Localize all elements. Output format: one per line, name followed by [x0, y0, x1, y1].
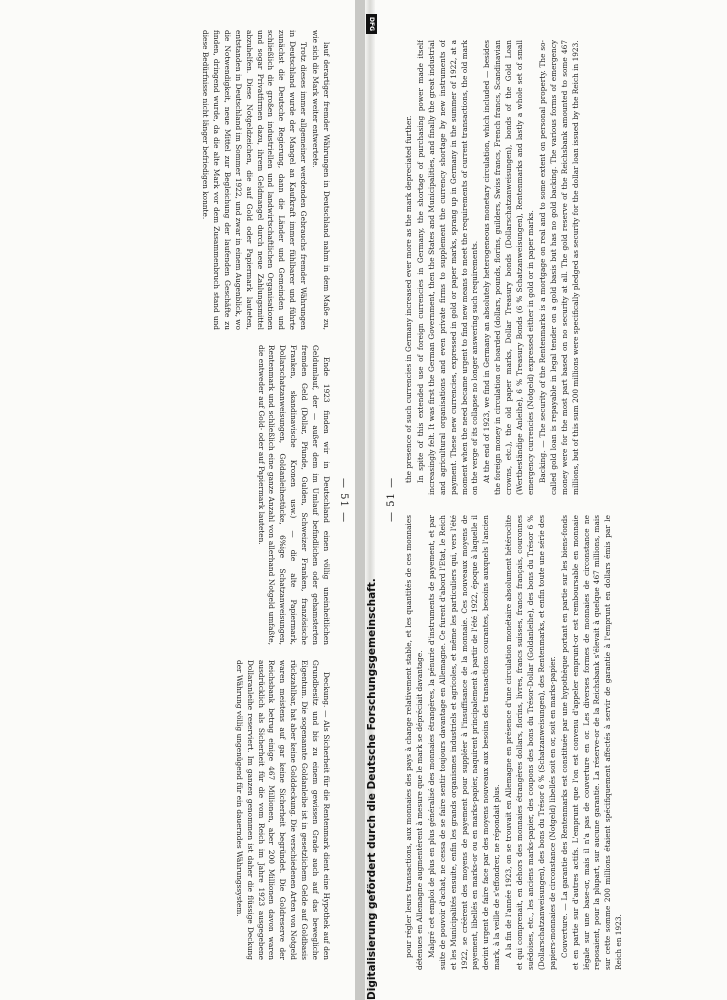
paragraph: At the end of 1923, we find in Germany an absolutely heterogeneous monetary circulation, which included — besides the foreign money in circulation or hoarded (dollars, pounds, florins, guilders, Swiss francs, French francs, Scandinavian crowns, etc.), the old paper marks, Dollar Treasury bonds (Dollarschatzanweisungen), bonds of the Gold Loan (Wertbeständige Anleihe), 6 % Treasury Bonds (6 % Schatzanweisungen), Rentenmarks and lastly a whole set of small emergency currencies (Notgeld) expressed either in gold or in paper marks.: [482, 40, 535, 495]
paragraph: Deckung. — Als Sicherheit für die Rentenmark dient eine Hypothek auf den Grundbesitz und bis zu einem gewissen Grade auch auf das bewegliche Eigentum. Die sogenannte Goldanleihe ist in gesetzlichem Gelde auf Goldbasis rückzahlbar, hat aber keine Golddeckung. Die verschiedenen Arten von Notgeld waren meistens auf gar keine Sicherheit begründet. Die Goldreserve der Reichsbank betrug einige 467 Millionen, aber 200 Millionen davon waren ausdrücklich als Sicherheit für die vom Reich im Jahre 1923 ausgegebene Dollaranleihe reserviert. Im ganzen genommen ist daher die flüssige Deckung der Währung völlig ungenügend für ein dauerndes Währungssystem.: [234, 660, 331, 960]
paragraph: Ende 1923 finden wir in Deutschland einen völlig uneinheitlichen Geldumlauf, der — außer dem im Umlauf befindlichen oder gehamsterten fremden Geld (Dollar, Pfunde, Gulden, Schweizer Franken, französische Franken, skandinavische Kronen usw.) — die alte Papiermark, Dollarschatzanweisungen, Goldanleihestücke, 6%ige Schatzanweisungen, Rentenmark und schließlich eine ganze Anzahl von allerhand Notgeld umfaßte, die entweder auf Gold- oder auf Papiermark lauteten.: [256, 345, 331, 645]
dfg-logo: DFG: [366, 14, 377, 34]
page-divider: [365, 0, 375, 1000]
paragraph: In spite of this extended use of foreign currencies in Germany, the shortage of purchasing power made itself increasingly felt. It was first the German Government, then the States and Municipalities, and finally the great industrial and agricultural organisations and even private firms to supplement the currency shortage by new instruments of payment. These new currencies, expressed in gold or paper marks, sprang up in Germany in the summer of 1922, at a moment when the need became urgent to find new means to meet the requirements of current transactions, the old mark on the verge of its collapse no longer answering such requirements.: [415, 40, 480, 495]
paragraph: the presence of such currencies in Germany increased ever more as the mark depreciated further.: [404, 115, 413, 483]
paragraph: Couverture. — La garantie des Rentenmarks est constituée par une hypothèque portant en partie sur les biens-fonds et en partie sur d'autres actifs. L'emprunt que l'on est convenu d'appeler emprunt-or est remboursable en monnaie légale sur une base-or, mais il n'a pas de couverture en or. Les diverses formes de monnaies de circonstance ne reposaient, pour la plupart, sur aucune garantie. La réserve-or de la Reichsbank s'élevait à quelque 467 millions, mais sur cette somme 200 millions étaient spécifiquement affectés à servir de garantie à l'emprunt en dollars émis par le Reich en 1923.: [559, 515, 624, 970]
paragraph: lauf derartiger fremder Währungen in Deutschland nahm in dem Maße zu, wie sich die Mark weiter entwertete.: [311, 30, 331, 330]
bottom-half-page: [0, 0, 355, 1000]
page-number: — 51 —: [386, 476, 397, 522]
german-column-3: [11, 660, 331, 960]
paragraph: A la fin de l'année 1923, on se trouvait en Allemagne en présence d'une circulation monétaire absolument hétéroclite et qui comprenait, en dehors des monnaies étrangères dollars, florins, livres, francs suisses, francs français, couronnes suédoises, etc., les anciens marks-papier, des coupons des bons du Trésor-Dollar (Goldanleihe), des bons du Trésor 6 % (Dollarschatzanweisungen), des bons du Trésor 6 % (Schatzanweisungen), des Rentenmarks, et enfin toute une série des papiers-monnaies de circonstance (Notgeld) libellés soit en or, soit en marks-papier.: [504, 515, 557, 970]
german-column: [11, 30, 331, 330]
english-column: [404, 40, 719, 495]
french-column: [404, 515, 719, 970]
paragraph: pour régler leurs transactions, aux monnaies des pays à change relativement stable, et les quantités de ces monnaies détenues en Allemagne augmentèrent à mesure que le mark se dépréciait davantage.: [404, 515, 424, 970]
paragraph: Malgré cet emploi de plus en plus généralisé des monnaies étrangères, la pénurie d'instruments de payement, et par suite de pouvoir d'achat, ne cessa de se faire sentir toujours davantage en Allemagne. Ce furent d'abord l'Etat, le Reich et les Municipalités ensuite, enfin les grands organismes industriels et agricoles, et même les particuliers qui, vers l'été 1922, se créèrent des moyens de payement pour suppléer à l'insuffisance de la monnaie. Ces nouveaux moyens de payement, libellés en marks-or ou en marks-papier, naquirent principalement à partir de l'été 1922, époque à laquelle il devint urgent de faire face par des moyens nouveaux aux besoins des transactions courantes, besoins auxquels l'ancien mark, à la veille de s'effondrer, ne répondait plus.: [426, 515, 502, 970]
page-number: — 51 —: [338, 478, 349, 524]
top-half-page: [382, 0, 727, 1000]
top-half-content: [382, 0, 727, 1000]
digitization-attribution: Digitalisierung gefördert durch die Deutsche Forschungsgemeinschaft.: [366, 578, 378, 1000]
paragraph: Backing. — The security of the Rentenmarks is a mortgage on real and to some extent on personal property. The so-called gold loan is repayable in legal tender on a gold basis but has no gold backing. The various forms of emergency money were for the most part based on no security at all. The gold reserve of the Reichsbank amounted to some 467 millions, but of this sum 200 millions were specifically pledged as security for the dollar loan issued by the Reich in 1923.: [537, 40, 580, 495]
paragraph: Trotz dieses immer allgemeiner werdenden Gebrauchs fremder Währungen in Deutschland wurde der Mangel an Kaufkraft immer fühlbarer und führte zunächst die Deutsche Regierung, dann die Länder und Gemeinden und schließlich die großen industriellen und landwirtschaftlichen Organisationen und sogar Privatfirmen dazu, ihrem Geldmangel durch neue Zahlungsmittel abzuhelfen. Diese Notgeldzeichen, die auf Gold oder Papiermark lauteten, entstanden in Deutschland im Sommer 1922, und zwar in einem Augenblick, wo die Notwendigkeit, neue Mittel zur Begleichung der laufenden Geschäfte zu finden, dringend wurde, da die alte Mark vor dem Zusammenbruch stand und diese Bedürfnisse nicht länger befriedigen konnte.: [201, 30, 309, 330]
scan-edge: [355, 0, 365, 1000]
german-column-2: [11, 345, 331, 645]
